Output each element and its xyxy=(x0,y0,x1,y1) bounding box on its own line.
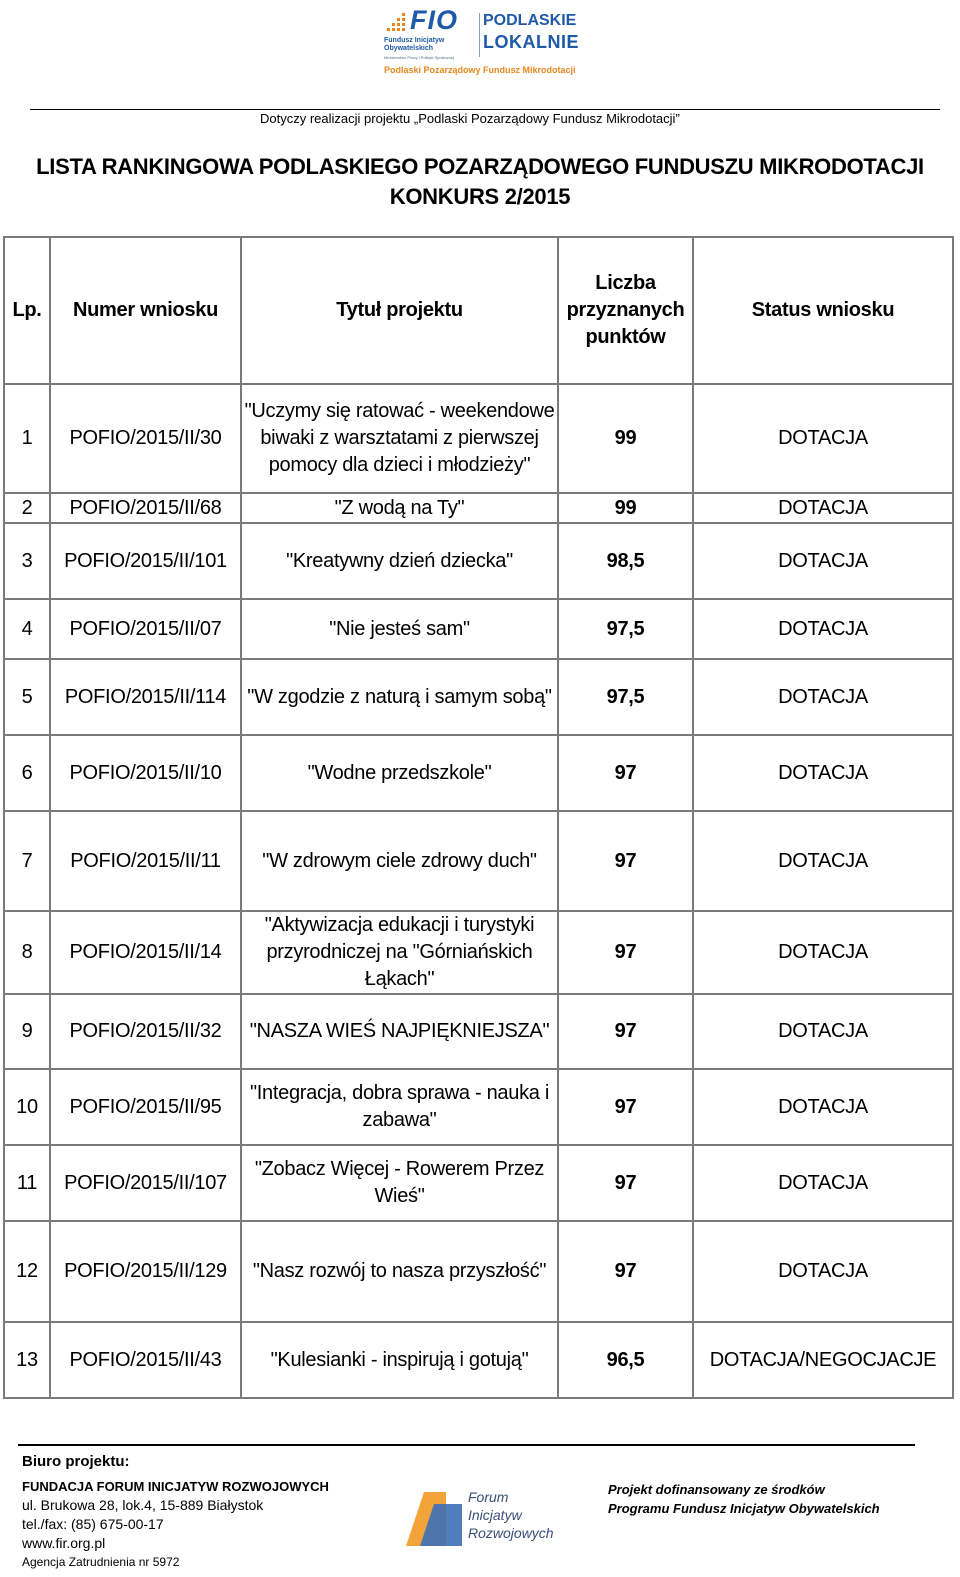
cell-lp: 4 xyxy=(4,599,50,659)
cell-lp: 8 xyxy=(4,911,50,994)
cell-status: DOTACJA/NEGOCJACJE xyxy=(693,1322,953,1398)
fio-podlaskie-logo xyxy=(384,5,584,77)
cell-punkty: 97 xyxy=(558,735,693,811)
table-row xyxy=(4,811,953,911)
cell-punkty: 99 xyxy=(558,384,693,493)
table-header-row xyxy=(4,237,953,384)
header-numer-wniosku: Numer wniosku xyxy=(50,237,241,384)
fir-logo-text xyxy=(468,1488,554,1542)
cell-lp: 1 xyxy=(4,384,50,493)
cell-tytul: "Nie jesteś sam" xyxy=(241,599,558,659)
table-row xyxy=(4,994,953,1069)
cell-status: DOTACJA xyxy=(693,659,953,735)
cell-tytul: "W zgodzie z naturą i samym sobą" xyxy=(241,659,558,735)
table-row xyxy=(4,911,953,994)
cell-numer: POFIO/2015/II/95 xyxy=(50,1069,241,1145)
footer-divider xyxy=(18,1444,915,1446)
cell-lp: 11 xyxy=(4,1145,50,1221)
table-row xyxy=(4,1221,953,1322)
cell-punkty: 97,5 xyxy=(558,599,693,659)
phone: tel./fax: (85) 675-00-17 xyxy=(22,1516,164,1532)
fir-logo-line-2: Inicjatyw xyxy=(468,1507,522,1523)
biuro-label: Biuro projektu: xyxy=(22,1453,130,1470)
cell-lp: 10 xyxy=(4,1069,50,1145)
cell-tytul: "Aktywizacja edukacji i turystyki przyrodniczej na "Górniańskich Łąkach" xyxy=(241,911,558,994)
cell-numer: POFIO/2015/II/10 xyxy=(50,735,241,811)
cell-punkty: 97 xyxy=(558,1145,693,1221)
funding-line-2: Programu Fundusz Inicjatyw Obywatelskich xyxy=(608,1501,880,1516)
address: ul. Brukowa 28, lok.4, 15-889 Białystok xyxy=(22,1497,264,1513)
cell-status: DOTACJA xyxy=(693,1145,953,1221)
table-row xyxy=(4,1069,953,1145)
funding-line-1: Projekt dofinansowany ze środków xyxy=(608,1482,825,1497)
project-office-block xyxy=(22,1452,329,1572)
dots-icon xyxy=(384,13,408,35)
title-line-1: LISTA RANKINGOWA PODLASKIEGO POZARZĄDOWEGO FUNDUSZU MIKRODOTACJI xyxy=(36,154,924,179)
cell-tytul: "W zdrowym ciele zdrowy duch" xyxy=(241,811,558,911)
cell-lp: 13 xyxy=(4,1322,50,1398)
table-row xyxy=(4,1145,953,1221)
fir-logo-line-3: Rozwojowych xyxy=(468,1525,554,1541)
cell-numer: POFIO/2015/II/30 xyxy=(50,384,241,493)
logo-tagline: Podlaski Pozarządowy Fundusz Mikrodotacji xyxy=(384,65,576,75)
cell-tytul: "Integracja, dobra sprawa - nauka i zabawa" xyxy=(241,1069,558,1145)
cell-punkty: 98,5 xyxy=(558,523,693,599)
fio-logo-text: FIO xyxy=(410,5,458,35)
cell-lp: 7 xyxy=(4,811,50,911)
cell-lp: 2 xyxy=(4,493,50,523)
cell-tytul: "Nasz rozwój to nasza przyszłość" xyxy=(241,1221,558,1322)
cell-status: DOTACJA xyxy=(693,735,953,811)
cell-lp: 5 xyxy=(4,659,50,735)
cell-punkty: 97 xyxy=(558,911,693,994)
cell-lp: 9 xyxy=(4,994,50,1069)
lokalnie-logo-text: LOKALNIE xyxy=(483,32,579,52)
table-row xyxy=(4,599,953,659)
cell-status: DOTACJA xyxy=(693,911,953,994)
cell-status: DOTACJA xyxy=(693,1069,953,1145)
cell-status: DOTACJA xyxy=(693,1221,953,1322)
cell-status: DOTACJA xyxy=(693,493,953,523)
funding-note xyxy=(608,1480,880,1518)
organization-name: FUNDACJA FORUM INICJATYW ROZWOJOWYCH xyxy=(22,1479,329,1494)
cell-punkty: 97,5 xyxy=(558,659,693,735)
header-liczba-punktow: Liczba przyznanych punktów xyxy=(558,237,693,384)
cell-numer: POFIO/2015/II/68 xyxy=(50,493,241,523)
cell-tytul: "Kreatywny dzień dziecka" xyxy=(241,523,558,599)
cell-numer: POFIO/2015/II/101 xyxy=(50,523,241,599)
header-note: Dotyczy realizacji projektu „Podlaski Pozarządowy Fundusz Mikrodotacji” xyxy=(260,111,680,126)
cell-tytul: "Uczymy się ratować - weekendowe biwaki z warsztatami z pierwszej pomocy dla dzieci i młodzieży" xyxy=(241,384,558,493)
cell-punkty: 97 xyxy=(558,1069,693,1145)
header-status-wniosku: Status wniosku xyxy=(693,237,953,384)
cell-status: DOTACJA xyxy=(693,994,953,1069)
cell-lp: 6 xyxy=(4,735,50,811)
cell-tytul: "Wodne przedszkole" xyxy=(241,735,558,811)
podlaskie-logo-text: PODLASKIE xyxy=(483,12,577,29)
cell-numer: POFIO/2015/II/11 xyxy=(50,811,241,911)
title-line-2: KONKURS 2/2015 xyxy=(389,184,571,209)
cell-tytul: "Zobacz Więcej - Rowerem Przez Wieś" xyxy=(241,1145,558,1221)
header-tytul-projektu: Tytuł projektu xyxy=(241,237,558,384)
cell-numer: POFIO/2015/II/07 xyxy=(50,599,241,659)
cell-numer: POFIO/2015/II/129 xyxy=(50,1221,241,1322)
cell-lp: 3 xyxy=(4,523,50,599)
cell-lp: 12 xyxy=(4,1221,50,1322)
cell-punkty: 96,5 xyxy=(558,1322,693,1398)
cell-tytul: "Kulesianki - inspirują i gotują" xyxy=(241,1322,558,1398)
cell-status: DOTACJA xyxy=(693,384,953,493)
logo-divider xyxy=(479,13,480,57)
page-title xyxy=(0,152,960,212)
fio-logo-ministry: Ministerstwo Pracy i Polityki Społecznej xyxy=(384,55,455,60)
cell-punkty: 97 xyxy=(558,811,693,911)
header-divider xyxy=(30,109,940,110)
website-link[interactable]: www.fir.org.pl xyxy=(22,1535,106,1551)
table-row xyxy=(4,735,953,811)
cell-numer: POFIO/2015/II/107 xyxy=(50,1145,241,1221)
header-lp: Lp. xyxy=(4,237,50,384)
agency-number: Agencja Zatrudnienia nr 5972 xyxy=(22,1555,180,1569)
cell-status: DOTACJA xyxy=(693,811,953,911)
fio-logo-subtitle: Fundusz Inicjatyw Obywatelskich xyxy=(384,37,445,52)
cell-tytul: "NASZA WIEŚ NAJPIĘKNIEJSZA" xyxy=(241,994,558,1069)
cell-punkty: 97 xyxy=(558,1221,693,1322)
table-row xyxy=(4,523,953,599)
cell-numer: POFIO/2015/II/14 xyxy=(50,911,241,994)
table-row xyxy=(4,493,953,523)
cell-numer: POFIO/2015/II/32 xyxy=(50,994,241,1069)
cell-tytul: "Z wodą na Ty" xyxy=(241,493,558,523)
cell-status: DOTACJA xyxy=(693,599,953,659)
cell-punkty: 97 xyxy=(558,994,693,1069)
ranking-table xyxy=(3,236,954,1399)
cell-punkty: 99 xyxy=(558,493,693,523)
cell-status: DOTACJA xyxy=(693,523,953,599)
cell-numer: POFIO/2015/II/114 xyxy=(50,659,241,735)
table-row xyxy=(4,1322,953,1398)
table-row xyxy=(4,384,953,493)
cell-numer: POFIO/2015/II/43 xyxy=(50,1322,241,1398)
table-row xyxy=(4,659,953,735)
fir-logo-line-1: Forum xyxy=(468,1489,509,1505)
